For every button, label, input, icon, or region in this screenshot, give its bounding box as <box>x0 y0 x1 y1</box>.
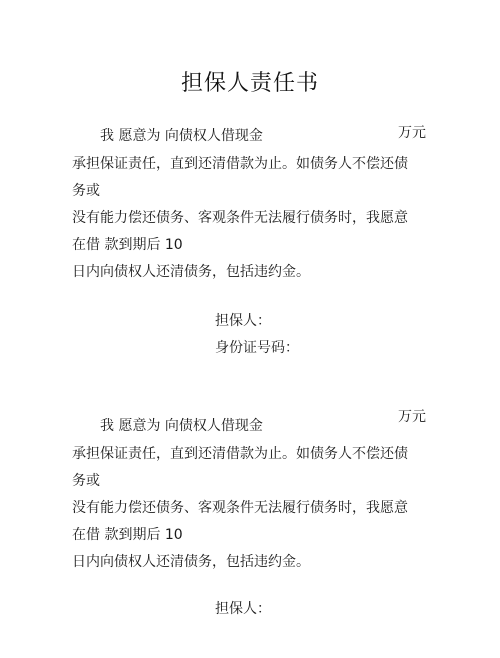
block1-line-2: 务或 <box>72 183 100 199</box>
block2-line-4: 在借 款到期后 10 <box>72 527 183 543</box>
block1-id-label: 身份证号码： <box>215 340 299 356</box>
block1-line-1: 承担保证责任，直到还清借款为止。如债务人不偿还债 <box>72 156 408 172</box>
block2-line-2: 务或 <box>72 473 100 489</box>
document-title: 担保人责任书 <box>180 71 319 96</box>
block2-line-3: 没有能力偿还债务、客观条件无法履行债务时，我愿意 <box>72 500 408 516</box>
block1-line-4: 在借 款到期后 10 <box>72 237 183 253</box>
block2-line-1: 承担保证责任，直到还清借款为止。如债务人不偿还债 <box>72 446 408 462</box>
block2-amount-unit: 万元 <box>398 409 426 425</box>
block2-line-5: 日内向债权人还清债务，包括违约金。 <box>72 554 310 570</box>
block2-first-line: 我 愿意为 向债权人借现金 <box>100 418 263 434</box>
block1-guarantor-label: 担保人： <box>215 313 271 329</box>
block1-line-3: 没有能力偿还债务、客观条件无法履行债务时，我愿意 <box>72 210 408 226</box>
block1-amount-unit: 万元 <box>398 125 426 141</box>
block2-guarantor-label: 担保人： <box>215 601 271 617</box>
block1-line-5: 日内向债权人还清债务，包括违约金。 <box>72 264 310 280</box>
block1-first-line: 我 愿意为 向债权人借现金 <box>100 128 263 144</box>
